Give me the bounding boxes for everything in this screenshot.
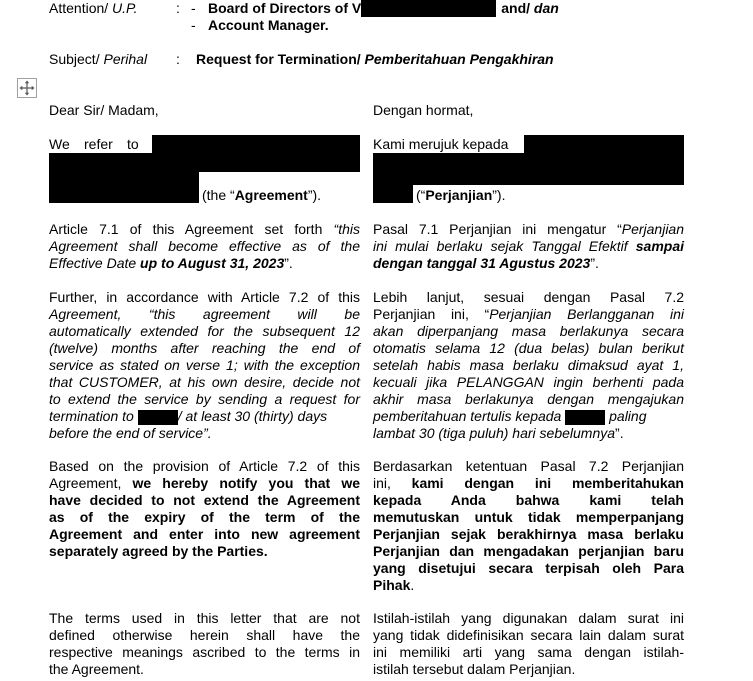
right-p1-end: (“Perjanjian”). [416,187,506,203]
right-paragraph-2: Pasal 7.1 Perjanjian ini mengatur “Perjanjian ini mulai berlaku sejak Tanggal Efektif sampai dengan tanggal 31 Agustus 2023”. [373,221,684,271]
redaction-bar [361,0,496,17]
move-handle-icon[interactable] [17,78,37,98]
left-paragraph-2: Article 7.1 of this Agreement set forth “this Agreement shall become effective as of the Effective Date up to August 31, 2023”. [49,221,360,271]
move-arrows-icon [19,80,35,96]
redaction-bar [152,135,360,154]
left-p1-refer: refer [84,136,113,152]
right-paragraph-3: Lebih lanjut, sesuai dengan Pasal 7.2 Perjanjian ini, “Perjanjian Berlangganan ini akan diperpanjang masa berlakunya secara otomatis selama 12 (dua belas) bulan berikut setelah habis masa berlaku dimaksud ayat 1, kecuali jika PELANGGAN ingin berhenti pada akhir masa berlakunya dengan mengajukan pemberitahuan tertulis kepada paling lambat 30 (tiga puluh) hari sebelumnya”. [373,289,684,441]
subject-label: Subject/ Perihal [49,51,148,67]
redaction-bar [565,410,605,425]
right-p1-start: Kami merujuk kepada [373,136,509,152]
redaction-bar [524,135,684,154]
left-paragraph-3: Further, in accordance with Article 7.2 of this Agreement, “this agreement will be automatically extended for the subsequent 12 (twelve) months after reaching the end of service as stated on verse 1; with the exception that CUSTOMER, at his own desire, decide not to extend the service by sending a request for termination to / at least 30 (thirty) days before the end of service”. [49,289,360,441]
left-paragraph-5: The terms used in this letter that are not defined otherwise herein shall have the respective meanings ascribed to the terms in the Agreement. [49,610,360,677]
attention-recipient-line-1: Board of Directors of V and/ dan [208,0,559,16]
left-p1-to: to [127,136,139,152]
subject-colon: : [176,51,180,67]
greeting-en: Dear Sir/ Madam, [49,102,159,118]
left-p1-end: (the “Agreement”). [202,187,322,203]
attention-dash-2: - [191,17,196,33]
right-paragraph-4: Berdasarkan ketentuan Pasal 7.2 Perjanjian ini, kami dengan ini memberitahukan kepada Anda bahwa kami telah memutuskan untuk tidak memperpanjang Perjanjian sejak berakhirnya masa berlaku Perjanjian dan mengadakan perjanjian baru yang disetujui secara terpisah oleh Para Pihak. [373,458,684,593]
redaction-bar [373,184,413,203]
attention-colon: : [176,0,180,16]
right-paragraph-5: Istilah-istilah yang digunakan dalam surat ini yang tidak didefinisikan secara lain dalam surat ini memiliki arti yang sama dengan istilah- istilah tersebut dalam Perjanjian. [373,610,684,677]
redaction-bar [49,153,360,172]
redaction-bar [49,171,199,203]
redaction-bar [373,153,684,185]
left-paragraph-4: Based on the provision of Article 7.2 of this Agreement, we hereby notify you that we have decided to not extend the Agreement as of the expiry of the term of the Agreement and enter into new agreement separately agreed by the Parties. [49,458,360,559]
attention-dash-1: - [191,0,196,16]
attention-label: Attention/ U.P. [49,0,138,16]
left-p1-we: We [49,136,70,152]
subject-title: Request for Termination/ Pemberitahuan Pengakhiran [196,51,554,67]
redaction-bar [138,410,178,425]
attention-recipient-line-2: Account Manager. [208,17,329,33]
greeting-id: Dengan hormat, [373,102,474,118]
